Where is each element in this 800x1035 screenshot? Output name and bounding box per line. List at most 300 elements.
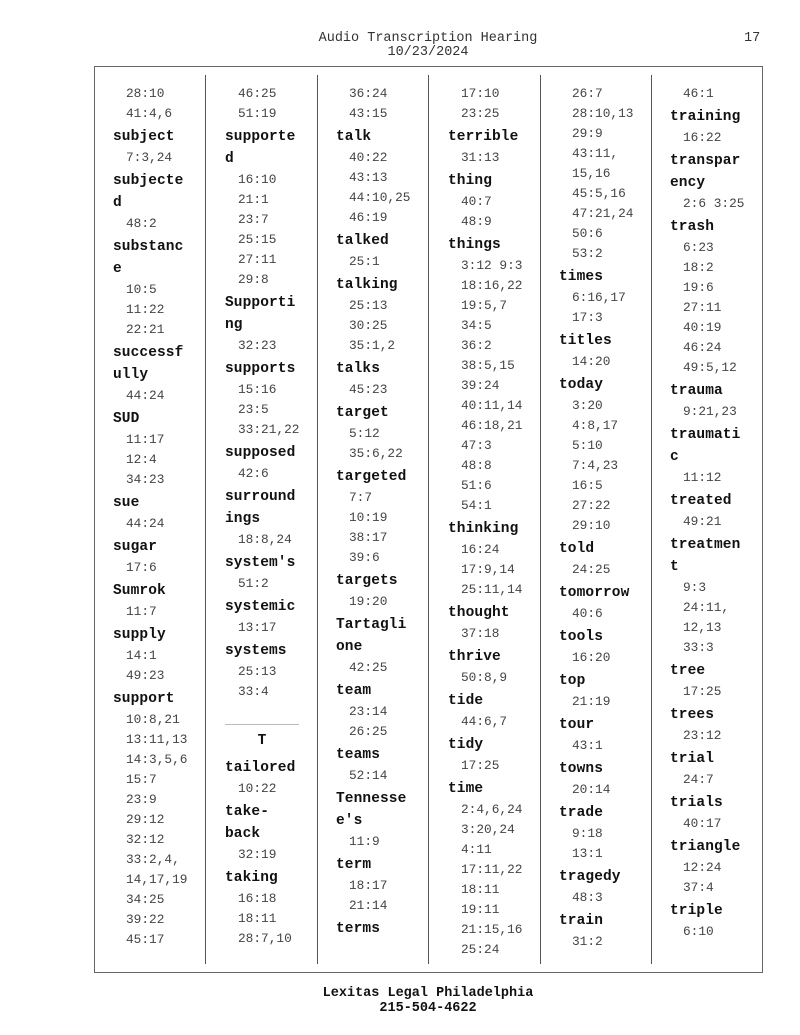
- index-term: [559, 374, 651, 396]
- index-term: [225, 358, 317, 380]
- page-line-ref: 33:3: [683, 640, 714, 655]
- page-line-ref: 40:22: [349, 150, 388, 165]
- index-term-line: triple: [670, 903, 723, 919]
- page-line-ref: 11:22: [126, 302, 165, 317]
- page-line-refs: [670, 194, 763, 214]
- page-line-ref: 29:8: [238, 272, 269, 287]
- page-line-ref: 34:5: [461, 318, 492, 333]
- page-line-ref: 40:11,14: [461, 398, 523, 413]
- page-line-refs: [336, 702, 428, 742]
- index-term-line: told: [559, 541, 595, 557]
- page-line-refs: [113, 646, 205, 686]
- page-line-ref: 17:3: [572, 310, 603, 325]
- index-term-line: d: [113, 195, 122, 211]
- index-term: [336, 918, 428, 940]
- index-term-line: things: [448, 237, 501, 253]
- index-term-line: trash: [670, 219, 715, 235]
- page-line-ref: 21:1: [238, 192, 269, 207]
- index-term: [336, 788, 428, 832]
- page-line-ref: 44:24: [126, 516, 165, 531]
- index-term-line: today: [559, 377, 604, 393]
- index-term-line: Tennesse: [336, 791, 407, 807]
- page-line-refs: [448, 84, 540, 124]
- index-term-line: target: [336, 405, 389, 421]
- page-line-ref: 27:11: [238, 252, 277, 267]
- page-line-ref: 41:4,6: [126, 106, 173, 121]
- page-line-refs: [448, 668, 540, 688]
- page-line-refs: [559, 352, 651, 372]
- page-line-refs: [448, 756, 540, 776]
- page-line-ref: 44:24: [126, 388, 165, 403]
- page-line-refs: [448, 256, 540, 516]
- index-term-line: supports: [225, 361, 296, 377]
- index-term: [670, 380, 763, 402]
- index-term-line: train: [559, 913, 604, 929]
- hearing-date: 10/23/2024: [387, 45, 469, 60]
- page-line-ref: 23:14: [349, 704, 388, 719]
- page-line-ref: 11:9: [349, 834, 380, 849]
- page-line-ref: 10:8,21: [126, 712, 180, 727]
- page-line-ref: 17:11,22: [461, 862, 523, 877]
- footer-phone: 215-504-4622: [379, 1001, 477, 1016]
- page-line-refs: [670, 770, 763, 790]
- page-line-ref: 51:2: [238, 576, 269, 591]
- index-term: [670, 106, 763, 128]
- index-term: [559, 670, 651, 692]
- page-line-ref: 21:14: [349, 898, 388, 913]
- index-term: [670, 150, 763, 194]
- page-line-ref: 32:23: [238, 338, 277, 353]
- index-term: [113, 126, 205, 148]
- index-term: [448, 234, 540, 256]
- page-line-refs: [448, 712, 540, 732]
- index-term: [670, 900, 763, 922]
- page-line-ref: 2:4,6,24: [461, 802, 523, 817]
- index-term-line: treatmen: [670, 537, 741, 553]
- page-line-ref: 2:6 3:25: [683, 196, 745, 211]
- page-line-ref: 9:3: [683, 580, 707, 595]
- page-line-ref: 24:7: [683, 772, 714, 787]
- page-line-ref: 5:10: [572, 438, 603, 453]
- page-line-ref: 40:7: [461, 194, 492, 209]
- page-line-refs: [225, 889, 317, 949]
- index-term-line: training: [670, 109, 741, 125]
- index-term-line: targets: [336, 573, 398, 589]
- page-line-refs: [336, 380, 428, 400]
- index-term-line: sugar: [113, 539, 158, 555]
- page-line-refs: [448, 540, 540, 600]
- index-term-line: d: [225, 151, 234, 167]
- page-line-refs: [336, 84, 428, 124]
- page-line-refs: [670, 128, 763, 148]
- page-line-refs: [336, 832, 428, 852]
- index-term-line: take-: [225, 804, 270, 820]
- page-line-ref: 3:20,24: [461, 822, 515, 837]
- index-term-line: tide: [448, 693, 484, 709]
- page-line-ref: 50:8,9: [461, 670, 508, 685]
- page-line-ref: 25:11,14: [461, 582, 523, 597]
- page-line-ref: 11:17: [126, 432, 165, 447]
- index-column-6: [652, 75, 763, 964]
- page-line-ref: 36:24: [349, 86, 388, 101]
- index-term: [670, 704, 763, 726]
- page-line-ref: 6:16,17: [572, 290, 626, 305]
- page-line-ref: 30:25: [349, 318, 388, 333]
- index-term-line: thinking: [448, 521, 519, 537]
- index-term: [670, 216, 763, 238]
- index-column-5: [541, 75, 652, 964]
- page-line-ref: 19:11: [461, 902, 500, 917]
- index-term: [670, 836, 763, 858]
- page-line-ref: 25:13: [349, 298, 388, 313]
- page-line-ref: 18:16,22: [461, 278, 523, 293]
- page-line-refs: [559, 932, 651, 952]
- page-line-ref: 50:6: [572, 226, 603, 241]
- page-line-ref: 15:16: [238, 382, 277, 397]
- page-line-ref: 26:7: [572, 86, 603, 101]
- page-line-refs: [225, 618, 317, 638]
- page-line-ref: 43:11,: [572, 146, 619, 161]
- index-term: [113, 408, 205, 430]
- index-term: [670, 424, 763, 468]
- page-line-ref: 47:3: [461, 438, 492, 453]
- index-term-line: ency: [670, 175, 706, 191]
- page-line-ref: 51:6: [461, 478, 492, 493]
- index-term-line: talks: [336, 361, 381, 377]
- page-line-ref: 16:18: [238, 891, 277, 906]
- index-term: [113, 342, 205, 386]
- page-line-ref: 49:5,12: [683, 360, 737, 375]
- index-term: [336, 466, 428, 488]
- page-line-ref: 37:4: [683, 880, 714, 895]
- page-line-ref: 24:25: [572, 562, 611, 577]
- page-line-ref: 33:4: [238, 684, 269, 699]
- page-line-ref: 35:6,22: [349, 446, 403, 461]
- page-line-ref: 29:9: [572, 126, 603, 141]
- page-line-ref: 23:12: [683, 728, 722, 743]
- index-term: [225, 596, 317, 618]
- page-line-refs: [670, 512, 763, 532]
- page-line-refs: [670, 682, 763, 702]
- index-term: [336, 230, 428, 252]
- page-line-ref: 26:25: [349, 724, 388, 739]
- index-term-line: traumati: [670, 427, 741, 443]
- index-term: [559, 538, 651, 560]
- index-term: [113, 492, 205, 514]
- index-term: [336, 854, 428, 876]
- index-term-line: talking: [336, 277, 398, 293]
- index-term-line: systemic: [225, 599, 296, 615]
- index-term: [448, 734, 540, 756]
- index-term: [113, 536, 205, 558]
- page-line-ref: 46:24: [683, 340, 722, 355]
- page-line-refs: [448, 148, 540, 168]
- transcript-title: Audio Transcription Hearing: [318, 31, 538, 46]
- section-divider: [225, 724, 299, 725]
- page-line-refs: [559, 604, 651, 624]
- index-term-line: c: [670, 449, 679, 465]
- page-line-ref: 16:20: [572, 650, 611, 665]
- page-line-ref: 16:10: [238, 172, 277, 187]
- page-line-refs: [559, 888, 651, 908]
- index-term-line: systems: [225, 643, 287, 659]
- page-line-refs: [670, 726, 763, 746]
- page-line-ref: 6:23: [683, 240, 714, 255]
- index-term: [670, 490, 763, 512]
- page-line-ref: 23:7: [238, 212, 269, 227]
- index-term-line: thrive: [448, 649, 501, 665]
- page-line-ref: 43:13: [349, 170, 388, 185]
- page-line-refs: [336, 658, 428, 678]
- page-line-ref: 46:1: [683, 86, 714, 101]
- page-line-ref: 23:9: [126, 792, 157, 807]
- index-term-line: sue: [113, 495, 140, 511]
- page-line-ref: 17:6: [126, 560, 157, 575]
- index-term: [336, 680, 428, 702]
- page-line-ref: 10:22: [238, 781, 277, 796]
- index-term-line: successf: [113, 345, 184, 361]
- index-column-2: [207, 75, 318, 964]
- index-term-line: substanc: [113, 239, 184, 255]
- index-term: [559, 802, 651, 824]
- page-line-ref: 15:7: [126, 772, 157, 787]
- page-line-ref: 20:14: [572, 782, 611, 797]
- page-line-refs: [336, 488, 428, 568]
- page-line-refs: [225, 170, 317, 290]
- index-term-line: term: [336, 857, 372, 873]
- page-line-refs: [559, 396, 651, 536]
- page-line-ref: 9:18: [572, 826, 603, 841]
- index-term-line: trial: [670, 751, 715, 767]
- page-line-ref: 32:12: [126, 832, 165, 847]
- index-term: [448, 602, 540, 624]
- page-line-ref: 47:21,24: [572, 206, 634, 221]
- page-line-refs: [336, 296, 428, 356]
- page-line-refs: [113, 710, 205, 950]
- page-line-refs: [113, 386, 205, 406]
- index-term-line: teams: [336, 747, 381, 763]
- page-line-ref: 19:6: [683, 280, 714, 295]
- page-line-ref: 14:3,5,6: [126, 752, 188, 767]
- page-line-refs: [448, 624, 540, 644]
- index-term: [113, 624, 205, 646]
- index-term: [670, 534, 763, 578]
- page-line-ref: 48:2: [126, 216, 157, 231]
- index-term-line: support: [113, 691, 175, 707]
- page-line-ref: 48:8: [461, 458, 492, 473]
- index-term-line: SUD: [113, 411, 140, 427]
- page-line-refs: [559, 736, 651, 756]
- index-term-line: team: [336, 683, 372, 699]
- index-term-line: trade: [559, 805, 604, 821]
- page-line-refs: [113, 514, 205, 534]
- page-line-refs: [559, 824, 651, 864]
- page-line-ref: 38:17: [349, 530, 388, 545]
- index-term-line: subjecte: [113, 173, 184, 189]
- page-line-refs: [670, 238, 763, 378]
- page-line-ref: 39:22: [126, 912, 165, 927]
- index-term: [225, 801, 317, 845]
- index-term-line: tools: [559, 629, 604, 645]
- index-column-4: [430, 75, 541, 964]
- page-line-refs: [670, 84, 763, 104]
- index-term: [113, 688, 205, 710]
- page-line-refs: [225, 464, 317, 484]
- page-line-ref: 45:5,16: [572, 186, 626, 201]
- page-line-refs: [670, 922, 763, 942]
- page-line-ref: 25:1: [349, 254, 380, 269]
- page-line-ref: 7:7: [349, 490, 373, 505]
- page-line-ref: 17:10: [461, 86, 500, 101]
- page-line-ref: 9:21,23: [683, 404, 737, 419]
- index-term-line: tidy: [448, 737, 484, 753]
- index-term-line: subject: [113, 129, 175, 145]
- index-column-1: [95, 75, 206, 964]
- index-term: [448, 126, 540, 148]
- index-term: [336, 570, 428, 592]
- page-line-ref: 43:15: [349, 106, 388, 121]
- page-line-refs: [113, 430, 205, 490]
- page-line-ref: 46:18,21: [461, 418, 523, 433]
- page-line-ref: 27:11: [683, 300, 722, 315]
- index-term-line: Supporti: [225, 295, 296, 311]
- index-term-line: taking: [225, 870, 278, 886]
- index-term: [670, 792, 763, 814]
- index-term-line: back: [225, 826, 261, 842]
- page-line-ref: 53:2: [572, 246, 603, 261]
- index-term-line: treated: [670, 493, 732, 509]
- page-line-ref: 25:13: [238, 664, 277, 679]
- index-term-line: terrible: [448, 129, 519, 145]
- page-line-ref: 24:11,: [683, 600, 730, 615]
- page-line-ref: 48:9: [461, 214, 492, 229]
- page-line-ref: 27:22: [572, 498, 611, 513]
- index-term: [336, 358, 428, 380]
- page-line-ref: 34:23: [126, 472, 165, 487]
- page-line-refs: [113, 558, 205, 578]
- page-line-ref: 44:6,7: [461, 714, 508, 729]
- page-line-ref: 21:15,16: [461, 922, 523, 937]
- index-column-3: [318, 75, 429, 964]
- page-line-ref: 49:23: [126, 668, 165, 683]
- page-line-ref: 54:1: [461, 498, 492, 513]
- index-term-line: tree: [670, 663, 706, 679]
- page-line-ref: 29:12: [126, 812, 165, 827]
- page-line-refs: [559, 84, 651, 264]
- page-line-refs: [670, 858, 763, 898]
- page-line-ref: 48:3: [572, 890, 603, 905]
- index-term: [448, 170, 540, 192]
- page-line-ref: 19:20: [349, 594, 388, 609]
- page-line-ref: 18:17: [349, 878, 388, 893]
- index-term: [559, 266, 651, 288]
- index-term: [559, 626, 651, 648]
- index-term: [559, 758, 651, 780]
- page-line-ref: 32:19: [238, 847, 277, 862]
- page-line-ref: 28:10: [126, 86, 165, 101]
- page-line-refs: [225, 845, 317, 865]
- index-term-line: transpar: [670, 153, 741, 169]
- page-line-refs: [670, 814, 763, 834]
- page-line-ref: 6:10: [683, 924, 714, 939]
- page-line-refs: [225, 336, 317, 356]
- page-line-ref: 35:1,2: [349, 338, 396, 353]
- index-term: [448, 690, 540, 712]
- page-line-ref: 49:21: [683, 514, 722, 529]
- index-term: [225, 292, 317, 336]
- index-term-line: talk: [336, 129, 372, 145]
- page-line-refs: [336, 424, 428, 464]
- index-term-line: thing: [448, 173, 493, 189]
- page-line-ref: 14:1: [126, 648, 157, 663]
- index-term: [448, 646, 540, 668]
- page-line-ref: 43:1: [572, 738, 603, 753]
- index-term-line: e's: [336, 813, 363, 829]
- index-term: [559, 330, 651, 352]
- page-line-ref: 42:25: [349, 660, 388, 675]
- page-line-refs: [559, 780, 651, 800]
- page-line-ref: 23:5: [238, 402, 269, 417]
- page-line-ref: 46:19: [349, 210, 388, 225]
- page-line-ref: 14,17,19: [126, 872, 188, 887]
- index-term-line: system's: [225, 555, 296, 571]
- page-line-ref: 33:21,22: [238, 422, 300, 437]
- index-term: [670, 660, 763, 682]
- page-line-ref: 7:3,24: [126, 150, 173, 165]
- page-line-refs: [336, 876, 428, 916]
- page-line-refs: [113, 280, 205, 340]
- index-term: [448, 778, 540, 800]
- page-line-ref: 40:6: [572, 606, 603, 621]
- page-line-ref: 13:1: [572, 846, 603, 861]
- page-line-ref: 25:15: [238, 232, 277, 247]
- page-line-refs: [225, 662, 317, 702]
- page-line-ref: 31:2: [572, 934, 603, 949]
- section-letter: T: [257, 733, 267, 749]
- page-line-ref: 18:2: [683, 260, 714, 275]
- page-line-ref: 46:25: [238, 86, 277, 101]
- page-line-refs: [336, 592, 428, 612]
- index-term: [336, 744, 428, 766]
- index-term: [559, 866, 651, 888]
- index-term-line: one: [336, 639, 363, 655]
- page-line-ref: 44:10,25: [349, 190, 411, 205]
- page-line-ref: 13:11,13: [126, 732, 188, 747]
- page-line-ref: 45:23: [349, 382, 388, 397]
- page-line-refs: [448, 800, 540, 960]
- page-line-ref: 11:12: [683, 470, 722, 485]
- page-line-refs: [113, 148, 205, 168]
- page-line-refs: [670, 402, 763, 422]
- page-line-refs: [670, 468, 763, 488]
- page-line-refs: [113, 602, 205, 622]
- index-term: [225, 486, 317, 530]
- index-term: [225, 867, 317, 889]
- index-term-line: surround: [225, 489, 296, 505]
- index-term-line: times: [559, 269, 604, 285]
- page-line-ref: 10:19: [349, 510, 388, 525]
- index-term: [336, 402, 428, 424]
- page-line-refs: [670, 578, 763, 658]
- index-term: [448, 518, 540, 540]
- index-term: [336, 614, 428, 658]
- footer-company: Lexitas Legal Philadelphia: [322, 986, 534, 1001]
- page-line-refs: [336, 148, 428, 228]
- page-line-ref: 18:8,24: [238, 532, 292, 547]
- page-line-ref: 15,16: [572, 166, 611, 181]
- index-term: [225, 757, 317, 779]
- page-line-ref: 16:24: [461, 542, 500, 557]
